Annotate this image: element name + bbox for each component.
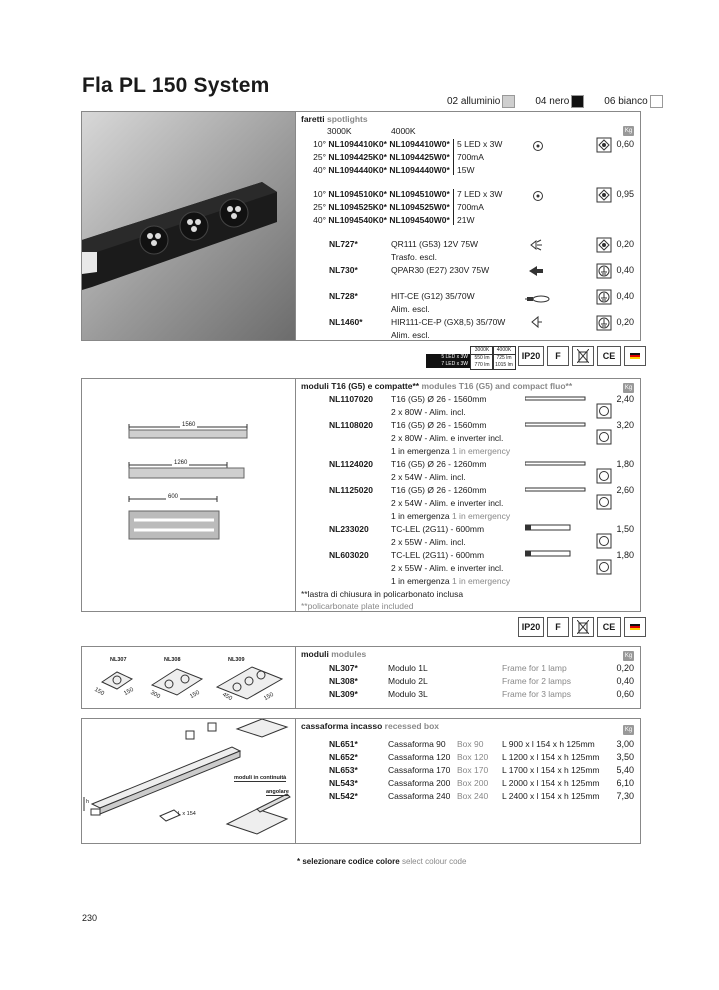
page-title: Fla PL 150 System [82, 74, 270, 97]
emergency-note: 1 in emergenza 1 in emergency [391, 511, 511, 521]
spotlight-illustration [82, 112, 295, 340]
spec: 15W [457, 165, 475, 175]
price: 0,20 [616, 317, 634, 327]
spot-row: 25° NL1094525K0* NL1094525W0* [313, 202, 450, 212]
note-it: **lastra di chiusura in policarbonato inclusa [301, 589, 464, 599]
class-icon [596, 137, 612, 158]
price: 2,40 [616, 394, 634, 404]
color-legend [447, 95, 683, 108]
spec: Alim. escl. [391, 330, 430, 340]
spot-row: 25° NL1094425K0* NL1094425W0* [313, 152, 450, 162]
price: 1,80 [616, 459, 634, 469]
color-swatch [502, 95, 515, 108]
spec: 2 x 80W - Alim. incl. [391, 407, 466, 417]
price: 2,60 [616, 485, 634, 495]
product-code: NL308* [329, 676, 358, 686]
price: 0,40 [616, 676, 634, 686]
certifications [518, 617, 646, 637]
drawing-label: L x 154 [178, 811, 196, 817]
desc-en: Frame for 3 lamps [502, 689, 571, 699]
price: 6,10 [616, 778, 634, 788]
product-code: NL307* [329, 663, 358, 673]
spot-row: 10° NL1094510K0* NL1094510W0* [313, 189, 450, 199]
box-drawings [82, 719, 296, 843]
product-code: NL730* [329, 265, 358, 275]
lamp-hir-icon [529, 315, 543, 334]
section-header: moduli modules [301, 649, 367, 659]
product-code: NL603020 [329, 550, 369, 560]
drawing-label: angolare [266, 789, 289, 795]
t16-modules-section [81, 378, 641, 612]
section-header [301, 114, 368, 124]
color-swatch [571, 95, 584, 108]
price: 1,50 [616, 524, 634, 534]
spec: 21W [457, 215, 475, 225]
page-number: 230 [82, 913, 98, 923]
product-code: NL651* [329, 739, 358, 749]
header-en: spotlights [327, 114, 368, 124]
spec: T16 (G5) Ø 26 - 1260mm [391, 485, 487, 495]
flag-icon [624, 346, 646, 366]
spec: T16 (G5) Ø 26 - 1560mm [391, 420, 487, 430]
color-option [535, 95, 584, 108]
desc-it: Cassaforma 120 [388, 752, 451, 762]
earth-icons [596, 394, 612, 594]
spec: 2 x 54W - Alim. incl. [391, 472, 466, 482]
weee-icon [572, 617, 594, 637]
temp-3000k: 3000K [327, 126, 352, 136]
color-label: 04 nero [535, 96, 570, 107]
spot-row: 40° NL1094540K0* NL1094540W0* [313, 215, 450, 225]
product-code: NL653* [329, 765, 358, 775]
section-header: cassaforma incasso recessed box [301, 721, 439, 731]
weight-icon: Kg [624, 128, 633, 134]
drawing-label: NL309 [228, 657, 245, 663]
product-code: NL1107020 [329, 394, 373, 404]
ce-mark-icon: CE [597, 346, 621, 366]
spec: T16 (G5) Ø 26 - 1260mm [391, 459, 487, 469]
price: 0,60 [616, 689, 634, 699]
spec: 700mA [457, 202, 484, 212]
dim-label: 1260 [174, 460, 188, 466]
note-en: **policarbonate plate included [301, 601, 414, 611]
spec: QR111 (G53) 12V 75W [391, 239, 479, 249]
header-it: faretti [301, 114, 325, 124]
spot-row: 40° NL1094440K0* NL1094440W0* [313, 165, 450, 175]
color-swatch [650, 95, 663, 108]
product-code: NL1125020 [329, 485, 373, 495]
desc-en: Frame for 2 lamps [502, 676, 571, 686]
dimensions: L 2400 x l 154 x h 125mm [502, 791, 600, 801]
spec: 5 LED x 3W [457, 139, 503, 149]
price: 7,30 [616, 791, 634, 801]
dimensions: L 2000 x l 154 x h 125mm [502, 778, 600, 788]
weight-icon: Kg [624, 653, 633, 659]
price: 0,20 [616, 663, 634, 673]
price: 3,50 [616, 752, 634, 762]
earth-icon [596, 315, 612, 336]
weight-icon: Kg [624, 727, 633, 733]
drawing-label: NL307 [110, 657, 127, 663]
product-code: NL727* [329, 239, 358, 249]
color-label: 06 bianco [604, 96, 648, 107]
desc-it: Modulo 2L [388, 676, 428, 686]
flag-icon [624, 617, 646, 637]
drawing-label: h [86, 799, 90, 805]
desc-en: Frame for 1 lamp [502, 663, 567, 673]
spec: HIR111-CE-P (GX8,5) 35/70W [391, 317, 506, 327]
price: 0,95 [616, 189, 634, 199]
price: 3,00 [616, 739, 634, 749]
emergency-note: 1 in emergenza 1 in emergency [391, 576, 511, 586]
lamp-hit-icon [525, 291, 553, 309]
f-mark-icon: F [547, 617, 569, 637]
color-option [447, 95, 515, 108]
spec: 2 x 55W - Alim. e inverter incl. [391, 563, 504, 573]
dimensions: L 900 x l 154 x h 125mm [502, 739, 595, 749]
price: 0,20 [616, 239, 634, 249]
product-photo [82, 112, 296, 340]
led-icon [532, 139, 544, 157]
ce-mark-icon: CE [597, 617, 621, 637]
spec: Alim. escl. [391, 304, 430, 314]
module-drawings: NL307 NL308 NL309 150 150 300 150 450 150 [82, 647, 296, 708]
spec: T16 (G5) Ø 26 - 1560mm [391, 394, 487, 404]
led-icon [532, 189, 544, 207]
desc-en: Box 90 [457, 739, 484, 749]
desc-it: Cassaforma 240 [388, 791, 451, 801]
spec: 7 LED x 3W [457, 189, 503, 199]
product-code: NL309* [329, 689, 358, 699]
emergency-note: 1 in emergenza 1 in emergency [391, 446, 511, 456]
desc-it: Cassaforma 170 [388, 765, 451, 775]
earth-icon [596, 263, 612, 284]
price: 3,20 [616, 420, 634, 430]
spot-row: 10° NL1094410K0* NL1094410W0* [313, 139, 450, 149]
product-code: NL543* [329, 778, 358, 788]
section-header: moduli T16 (G5) e compatte** modules T16 (G5) and compact fluo** [301, 381, 573, 391]
spec: QPAR30 (E27) 230V 75W [391, 265, 490, 275]
desc-it: Cassaforma 200 [388, 778, 451, 788]
product-code: NL233020 [329, 524, 369, 534]
lamp-par30-icon [527, 264, 545, 282]
lumen-table: 3000K 4000K 5 LED x 3W 7 LED x 3W 550 lm 770 lm 725 lm 1015 lm [426, 346, 515, 368]
desc-en: Box 120 [457, 752, 489, 762]
color-label: 02 alluminio [447, 96, 501, 107]
spec: 700mA [457, 152, 484, 162]
product-code: NL542* [329, 791, 358, 801]
desc-it: Cassaforma 90 [388, 739, 446, 749]
desc-en: Box 200 [457, 778, 489, 788]
spec: HIT-CE (G12) 35/70W [391, 291, 475, 301]
price: 0,60 [616, 139, 634, 149]
dimensions: L 1700 x l 154 x h 125mm [502, 765, 600, 775]
frame-modules-section [81, 646, 641, 709]
certifications [518, 346, 646, 366]
ip20-badge: IP20 [518, 617, 544, 637]
desc-en: Box 170 [457, 765, 489, 775]
ip20-badge: IP20 [518, 346, 544, 366]
color-option [604, 95, 662, 108]
desc-it: Modulo 3L [388, 689, 428, 699]
spec: Trasfo. escl. [391, 252, 437, 262]
class-icon [596, 237, 612, 258]
product-code: NL1460* [329, 317, 363, 327]
product-code: NL652* [329, 752, 358, 762]
desc-it: Modulo 1L [388, 663, 428, 673]
price: 0,40 [616, 265, 634, 275]
product-code: NL1124020 [329, 459, 373, 469]
spec: 2 x 80W - Alim. e inverter incl. [391, 433, 504, 443]
weight-icon: Kg [624, 385, 633, 391]
lamp-qr111-icon [529, 238, 543, 256]
f-mark-icon: F [547, 346, 569, 366]
spec: TC-LEL (2G11) - 600mm [391, 550, 485, 560]
product-code: NL728* [329, 291, 358, 301]
price: 0,40 [616, 291, 634, 301]
tube-icons [525, 395, 595, 595]
spotlights-section [81, 111, 641, 341]
earth-icon [596, 289, 612, 310]
weee-icon [572, 346, 594, 366]
dim-label: 600 [168, 494, 179, 500]
footnote: * selezionare codice colore select colour code [297, 857, 467, 866]
drawing-label: NL308 [164, 657, 181, 663]
class-icon [596, 187, 612, 208]
dim-label: 1560 [182, 422, 196, 428]
module-drawings [82, 379, 296, 611]
recessed-box-section [81, 718, 641, 844]
spec: 2 x 54W - Alim. e inverter incl. [391, 498, 504, 508]
spec: TC-LEL (2G11) - 600mm [391, 524, 485, 534]
temp-4000k: 4000K [391, 126, 416, 136]
price: 5,40 [616, 765, 634, 775]
price: 1,80 [616, 550, 634, 560]
product-code: NL1108020 [329, 420, 373, 430]
dimensions: L 1200 x l 154 x h 125mm [502, 752, 600, 762]
drawing-label: moduli in continuità [234, 775, 287, 781]
desc-en: Box 240 [457, 791, 489, 801]
spec: 2 x 55W - Alim. incl. [391, 537, 466, 547]
